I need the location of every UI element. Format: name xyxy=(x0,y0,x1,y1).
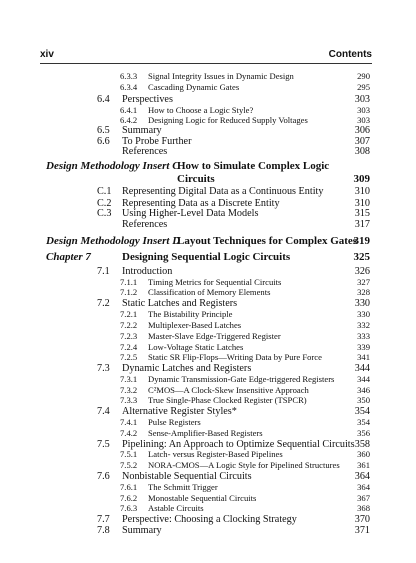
toc-entry xyxy=(0,219,416,231)
entry-number: 7.4.1 xyxy=(120,417,138,427)
entry-page: 326 xyxy=(354,266,370,277)
entry-page: 306 xyxy=(354,125,370,136)
entry-page: 356 xyxy=(357,428,370,438)
entry-page: 333 xyxy=(357,331,370,341)
entry-title: Layout Techniques for Complex Gates xyxy=(177,235,358,247)
toc-entry xyxy=(0,82,416,94)
entry-title: The Bistability Principle xyxy=(148,309,233,319)
entry-page: 332 xyxy=(357,320,370,330)
entry-title: Timing Metrics for Sequential Circuits xyxy=(148,277,282,287)
entry-title: Static SR Flip-Flops—Writing Data by Pure Force xyxy=(148,352,322,362)
entry-title: C²MOS—A Clock-Skew Insensitive Approach xyxy=(148,385,309,395)
entry-page: 290 xyxy=(357,71,370,81)
entry-number: 7.2.4 xyxy=(120,342,138,352)
entry-number: 7.2.2 xyxy=(120,320,138,330)
entry-number: 7.1 xyxy=(97,266,110,277)
entry-number: 7.8 xyxy=(97,525,110,536)
entry-title: Perspectives xyxy=(122,94,173,105)
entry-title: Introduction xyxy=(122,266,173,277)
entry-number: 6.3.4 xyxy=(120,82,138,92)
entry-page: 309 xyxy=(353,173,370,185)
entry-title: True Single-Phase Clocked Register (TSPCR) xyxy=(148,395,307,405)
entry-title: Using Higher-Level Data Models xyxy=(122,208,259,219)
entry-number: 6.4.2 xyxy=(120,115,138,125)
entry-title: Sense-Amplifier-Based Registers xyxy=(148,428,263,438)
entry-title: How to Choose a Logic Style? xyxy=(148,105,254,115)
entry-page: 364 xyxy=(357,482,370,492)
entry-number: 7.4 xyxy=(97,406,110,417)
entry-number: 7.5 xyxy=(97,439,110,450)
insert-label: Design Methodology Insert C xyxy=(46,160,180,172)
entry-page: 344 xyxy=(357,374,370,384)
entry-number: 7.3.3 xyxy=(120,395,138,405)
entry-number: 7.3.2 xyxy=(120,385,138,395)
toc-entry xyxy=(0,146,416,158)
entry-number: 7.2.3 xyxy=(120,331,138,341)
toc-entry xyxy=(0,251,416,263)
entry-title: Multiplexer-Based Latches xyxy=(148,320,242,330)
entry-page: 295 xyxy=(357,82,370,92)
entry-title: Dynamic Transmission-Gate Edge-triggered Registers xyxy=(148,374,335,384)
entry-page: 346 xyxy=(357,385,370,395)
entry-number: 7.1.2 xyxy=(120,287,138,297)
entry-number: 6.5 xyxy=(97,125,110,136)
entry-number: 7.6.1 xyxy=(120,482,138,492)
entry-page: 360 xyxy=(357,449,370,459)
entry-title: Master-Slave Edge-Triggered Register xyxy=(148,331,281,341)
entry-title: NORA-CMOS—A Logic Style for Pipelined Structures xyxy=(148,460,340,470)
entry-number: 6.4.1 xyxy=(120,105,138,115)
entry-page: 350 xyxy=(357,395,370,405)
entry-title: References xyxy=(122,146,168,157)
entry-number: 6.4 xyxy=(97,94,110,105)
running-header: Contents xyxy=(328,49,372,60)
entry-page: 354 xyxy=(357,417,370,427)
entry-page: 358 xyxy=(354,439,370,450)
entry-title: Astable Circuits xyxy=(148,503,204,513)
entry-page: 327 xyxy=(357,277,370,287)
entry-title: Nonbistable Sequential Circuits xyxy=(122,471,252,482)
entry-page: 328 xyxy=(357,287,370,297)
entry-number: 7.6.2 xyxy=(120,493,138,503)
toc-entry xyxy=(0,525,416,537)
entry-title: Monostable Sequential Circuits xyxy=(148,493,257,503)
entry-number: 6.6 xyxy=(97,136,110,147)
entry-title: Designing Logic for Reduced Supply Voltages xyxy=(148,115,308,125)
entry-number: 7.2.5 xyxy=(120,352,138,362)
entry-title: Representing Data as a Discrete Entity xyxy=(122,198,280,209)
entry-title: Classification of Memory Elements xyxy=(148,287,271,297)
entry-title: Designing Sequential Logic Circuits xyxy=(122,251,291,263)
entry-number: 6.3.3 xyxy=(120,71,138,81)
entry-page: 330 xyxy=(354,298,370,309)
entry-number: 7.2 xyxy=(97,298,110,309)
entry-page: 310 xyxy=(354,198,370,209)
entry-number: 7.6.3 xyxy=(120,503,138,513)
entry-title: Dynamic Latches and Registers xyxy=(122,363,252,374)
entry-number: C.3 xyxy=(97,208,112,219)
entry-number: 7.4.2 xyxy=(120,428,138,438)
entry-page: 364 xyxy=(354,471,370,482)
entry-page: 303 xyxy=(357,115,370,125)
entry-page: 371 xyxy=(354,525,370,536)
insert-label: Design Methodology Insert D xyxy=(46,235,181,247)
entry-title: The Schmitt Trigger xyxy=(148,482,218,492)
entry-title: Low-Voltage Static Latches xyxy=(148,342,244,352)
page-number: xiv xyxy=(40,49,54,60)
entry-title: Signal Integrity Issues in Dynamic Design xyxy=(148,71,294,81)
entry-number: 7.2.1 xyxy=(120,309,138,319)
entry-page: 303 xyxy=(354,94,370,105)
entry-title: Perspective: Choosing a Clocking Strategy xyxy=(122,514,297,525)
entry-page: 367 xyxy=(357,493,370,503)
entry-number: C.1 xyxy=(97,186,112,197)
entry-title: Alternative Register Styles* xyxy=(122,406,237,417)
entry-page: 325 xyxy=(353,251,370,263)
entry-title: Summary xyxy=(122,525,162,536)
entry-title: Pipelining: An Approach to Optimize Sequential Circuits xyxy=(122,439,355,450)
entry-page: 339 xyxy=(357,342,370,352)
entry-page: 344 xyxy=(354,363,370,374)
entry-page: 341 xyxy=(357,352,370,362)
entry-number: 7.6 xyxy=(97,471,110,482)
entry-number: 7.5.2 xyxy=(120,460,138,470)
entry-page: 303 xyxy=(357,105,370,115)
entry-title: References xyxy=(122,219,168,230)
toc-entry xyxy=(0,186,416,198)
entry-page: 361 xyxy=(357,460,370,470)
entry-page: 319 xyxy=(353,235,370,247)
entry-page: 370 xyxy=(354,514,370,525)
entry-page: 307 xyxy=(354,136,370,147)
entry-number: 7.3.1 xyxy=(120,374,138,384)
entry-title: Static Latches and Registers xyxy=(122,298,238,309)
entry-title: Summary xyxy=(122,125,162,136)
entry-title: How to Simulate Complex Logic Circuits xyxy=(177,160,330,185)
entry-page: 354 xyxy=(354,406,370,417)
entry-number: 7.3 xyxy=(97,363,110,374)
entry-title: Latch- versus Register-Based Pipelines xyxy=(148,449,283,459)
entry-title: To Probe Further xyxy=(122,136,192,147)
chapter-label: Chapter 7 xyxy=(46,251,91,263)
entry-page: 330 xyxy=(357,309,370,319)
entry-page: 315 xyxy=(354,208,370,219)
entry-number: 7.1.1 xyxy=(120,277,138,287)
entry-page: 368 xyxy=(357,503,370,513)
entry-page: 310 xyxy=(354,186,370,197)
entry-title: Representing Digital Data as a Continuous Entity xyxy=(122,186,324,197)
entry-number: 7.7 xyxy=(97,514,110,525)
entry-page: 317 xyxy=(354,219,370,230)
entry-number: 7.5.1 xyxy=(120,449,138,459)
entry-title: Pulse Registers xyxy=(148,417,201,427)
entry-title: Cascading Dynamic Gates xyxy=(148,82,240,92)
entry-page: 308 xyxy=(354,146,370,157)
entry-number: C.2 xyxy=(97,198,112,209)
